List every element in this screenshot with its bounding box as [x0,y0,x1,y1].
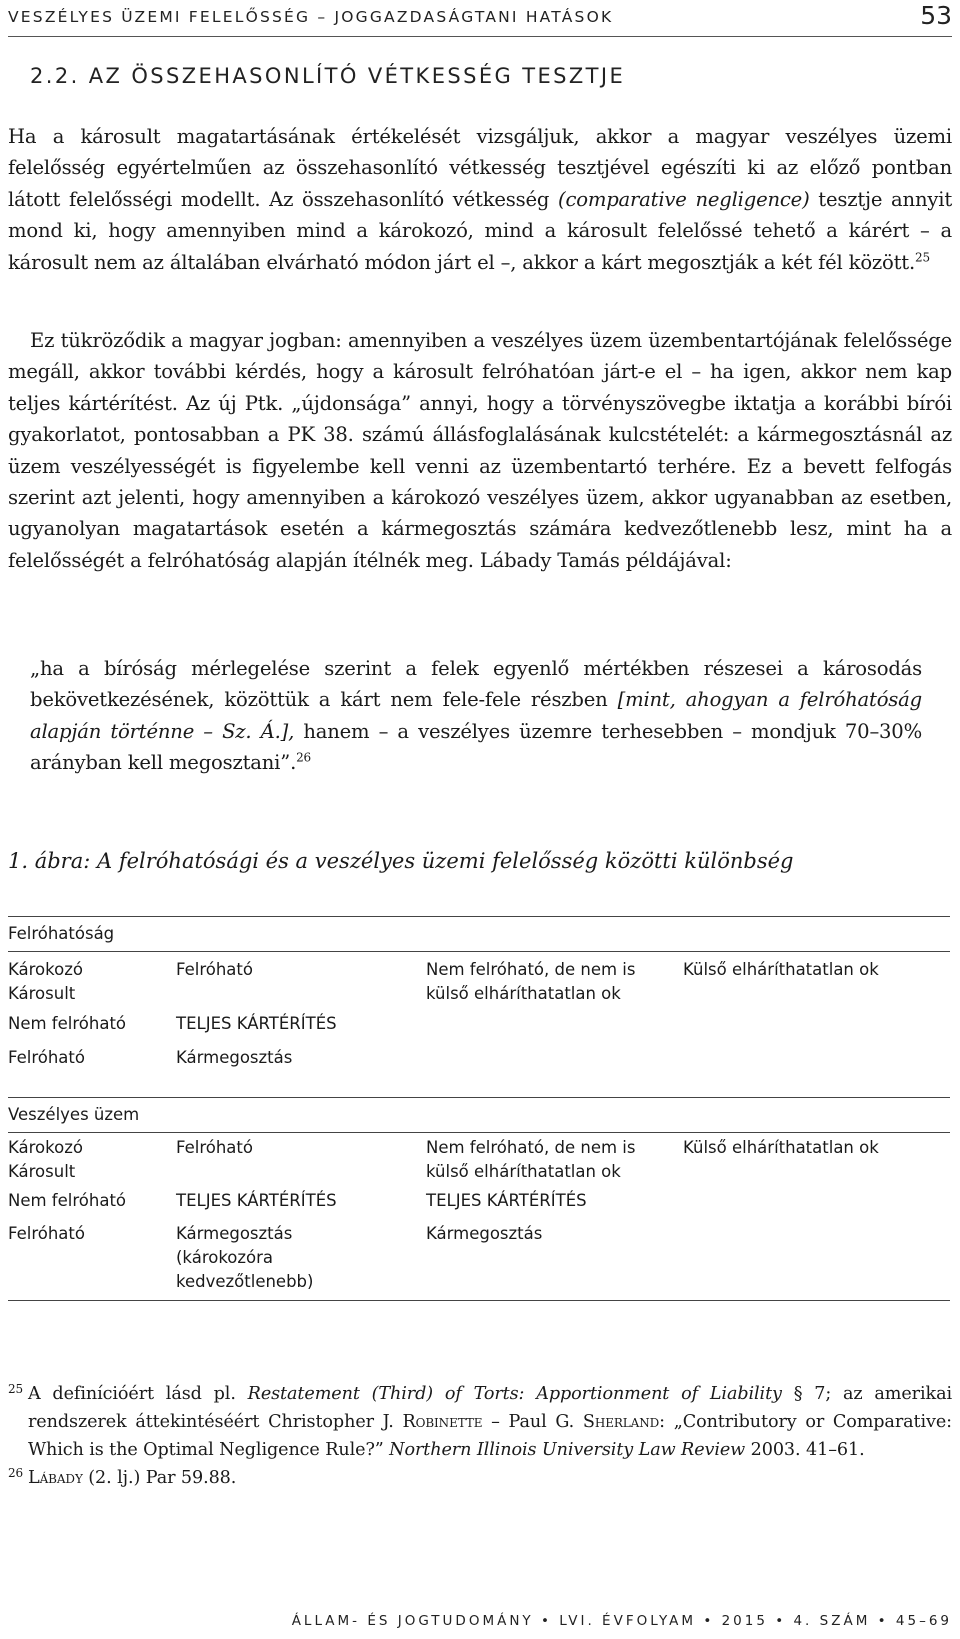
running-title: VESZÉLYES ÜZEMI FELELŐSSÉG – JOGGAZDASÁGTANI HATÁSOK [8,8,614,26]
footnote-text: 2003. 41–61. [745,1440,865,1460]
header-text: Nem felróható, de nem is [426,960,636,979]
footnote-25 [8,1380,952,1464]
table-header-cell [8,1136,83,1184]
footnote-text: (2. lj.) Par 59.88. [82,1468,237,1488]
table-header-cell: Felróható [176,960,253,979]
cell-text: Kármegosztás [176,1224,293,1243]
table-cell: TELJES KÁRTÉRÍTÉS [426,1191,587,1210]
table-header-cell [426,1136,635,1184]
table-cell [176,1222,313,1294]
header-label-karokozo: Károkozó [8,960,83,979]
cell-text: (károkozóra [176,1248,274,1267]
header-label-karokozo: Károkozó [8,1138,83,1157]
table-header-cell: Külső elháríthatatlan ok [683,960,879,979]
footnote-number: 26 [8,1466,24,1480]
table-title-row [8,1097,950,1133]
footnote-ref-25[interactable]: 25 [915,250,930,265]
footnotes [8,1380,952,1492]
footnote-author: Robinette [402,1412,483,1432]
journal-footer: ÁLLAM- ÉS JOGTUDOMÁNY • LVI. ÉVFOLYAM • 2015 • 4. SZÁM • 45–69 [291,1613,952,1629]
table-header-cell: Felróható [176,1138,253,1157]
table-title-row [8,916,950,952]
header-text: külső elháríthatatlan ok [426,984,621,1003]
table-title: Felróhatóság [8,924,115,943]
footnote-author: Lábady [28,1468,83,1488]
header-label-karosult: Károsult [8,984,76,1003]
row-label: Nem felróható [8,1014,127,1033]
table-bottom-rule [8,1300,950,1301]
footnote-text: § 7; az amerikai rendszerek áttekintéséért Christopher J. [28,1384,952,1432]
table-cell: Kármegosztás [176,1048,293,1067]
figure-caption: 1. ábra: A felróhatósági és a veszélyes üzemi felelősség közötti különbség [8,849,794,873]
header-text: Nem felróható, de nem is [426,1138,636,1157]
paragraph-1 [8,121,952,278]
footnote-number: 25 [8,1382,24,1396]
table-cell: TELJES KÁRTÉRÍTÉS [176,1191,337,1210]
section-title: 2.2. AZ ÖSSZEHASONLÍTÓ VÉTKESSÉG TESZTJE [30,64,626,88]
footnote-ref-26[interactable]: 26 [296,750,311,765]
footnote-text: – Paul G. [482,1412,583,1432]
table-header-cell: Külső elháríthatatlan ok [683,1138,879,1157]
table-cell: Kármegosztás [426,1224,543,1243]
footnote-author: Sherland [582,1412,660,1432]
quote-text-b: hanem – a veszélyes üzemre terhesebben – mondjuk 70–30% arányban kell megosztani”. [30,719,922,775]
table-header-cell [426,958,635,1006]
footnote-journal: Northern Illinois University Law Review [389,1440,746,1460]
table-header-cell [8,958,83,1006]
cell-text: kedvezőtlenebb) [176,1272,314,1291]
table-title: Veszélyes üzem [8,1105,140,1124]
header-label-karosult: Károsult [8,1162,76,1181]
running-header [8,2,952,37]
paragraph-2-text: Ez tükröződik a magyar jogban: amennyiben a veszélyes üzem üzembentartójának felelőssége megáll, akkor további kérdés, hogy a károsult felróhatóan járt-e el – ha igen, akkor nem kap teljes kártérítést. Az új Ptk. „újdonsága” annyi, hogy a törvényszövegbe iktatja a korábbi bírói gyakorlatot, pontosabban a PK 38. számú állásfoglalásának kulcstételét: a kármegosztásnál az üzem veszélyességét is figyelembe kell venni az üzembentartó terhére. Ez a bevett felfogás szerint azt jelenti, hogy amennyiben a károkozó veszélyes üzem, akkor ugyanabban az esetben, ugyanolyan magatartások esetén a kármegosztás számára kedvezőtlenebb lesz, mint ha a felelősségét a felróhatóság alapján ítélnék meg. Lábady Tamás példájával: [8,329,952,572]
row-label: Nem felróható [8,1191,127,1210]
paragraph-1-text-a: Ha a károsult magatartásának értékelését vizsgáljuk, akkor a magyar veszélyes üzemi felelősség egyértelműen az összehasonlító vétkesség tesztjével egészíti ki az előző pontban látott felelősségi modellt. Az összehasonlító vétkesség [8,125,952,211]
quote-italic-insert: [mint, ahogyan a felróhatóság alapján történne – Sz. Á.], [30,688,922,743]
table-felrohatosag [8,916,950,1096]
paragraph-1-text-b: tesztje annyit mond ki, hogy amennyiben mind a károkozó, mind a károsult felelőssé tehető a kárért – a károsult nem az általában elvárható módon járt el –, akkor a kárt megosztják a két fél között. [8,187,952,274]
footnote-text: : „Contributory or Comparative: Which is the Optimal Negligence Rule?” [28,1412,953,1460]
header-text: külső elháríthatatlan ok [426,1162,621,1181]
footnote-26 [8,1464,952,1492]
paragraph-2 [8,325,952,576]
paragraph-1-italic-term: (comparative negligence) [558,187,810,211]
table-cell: TELJES KÁRTÉRÍTÉS [176,1014,337,1033]
row-label: Felróható [8,1224,85,1243]
footnote-text: A definícióért lásd pl. [28,1384,248,1404]
row-label: Felróható [8,1048,85,1067]
footnote-source-title: Restatement (Third) of Torts: Apportionment of Liability [247,1384,782,1404]
table-veszelyes-uzem [8,1097,950,1301]
quote-text-a: „ha a bíróság mérlegelése szerint a felek egyenlő mértékben részesei a károsodás bekövetkezésének, közöttük a kárt nem fele-fele részben [30,657,922,712]
block-quote [30,653,922,779]
page-number: 53 [920,1,952,30]
